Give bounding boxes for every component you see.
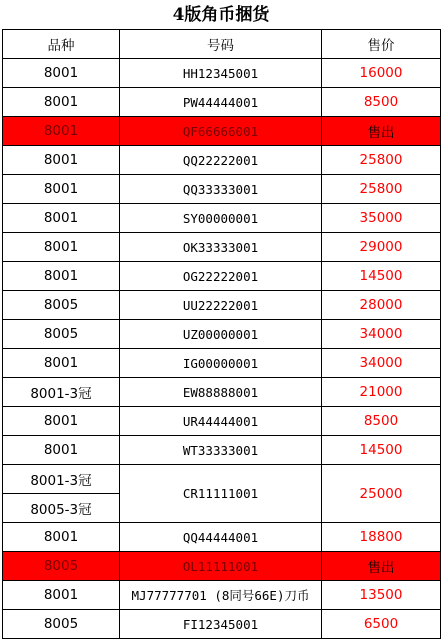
table-row [3,436,441,465]
variety-cell: 8001 [3,117,120,146]
variety-cell: 8001-3冠 [3,378,120,407]
price-cell: 6500 [322,610,441,639]
code-cell: CR11111001 [120,465,322,523]
variety-cell: 8001 [3,59,120,88]
variety-cell: 8001 [3,233,120,262]
price-cell: 34000 [322,320,441,349]
code-cell: QQ33333001 [120,175,322,204]
code-cell: UZ00000001 [120,320,322,349]
table-row [3,175,441,204]
code-cell: QQ22222001 [120,146,322,175]
code-cell: OG22222001 [120,262,322,291]
table-row [3,291,441,320]
table-row-sold [3,117,441,146]
header-row [3,30,441,59]
variety-cell: 8001 [3,523,120,552]
table-row [3,378,441,407]
price-cell: 34000 [322,349,441,378]
variety-cell: 8001 [3,436,120,465]
table-row-merged [3,465,441,494]
variety-cell: 8001 [3,204,120,233]
code-cell: EW88888001 [120,378,322,407]
price-cell: 25800 [322,175,441,204]
variety-cell: 8005-3冠 [3,494,120,523]
code-cell: FI12345001 [120,610,322,639]
price-cell: 13500 [322,581,441,610]
price-cell: 14500 [322,436,441,465]
variety-cell: 8005 [3,552,120,581]
price-cell: 14500 [322,262,441,291]
table-row [3,523,441,552]
code-cell: WT33333001 [120,436,322,465]
variety-cell: 8001 [3,88,120,117]
price-cell: 29000 [322,233,441,262]
code-cell: SY00000001 [120,204,322,233]
code-cell: HH12345001 [120,59,322,88]
price-cell: 售出 [322,552,441,581]
table-row-sold [3,552,441,581]
variety-cell: 8001 [3,262,120,291]
code-cell: PW44444001 [120,88,322,117]
price-cell: 28000 [322,291,441,320]
table-row [3,146,441,175]
variety-cell: 8005 [3,291,120,320]
variety-cell: 8001 [3,349,120,378]
code-cell: OL11111001 [120,552,322,581]
table-row [3,59,441,88]
table-row [3,233,441,262]
listing-table [2,29,441,639]
variety-cell: 8001 [3,407,120,436]
price-cell: 35000 [322,204,441,233]
header-price: 售价 [322,30,441,59]
variety-cell: 8005 [3,610,120,639]
table-row [3,320,441,349]
table-row [3,407,441,436]
variety-cell: 8001 [3,581,120,610]
price-cell: 21000 [322,378,441,407]
code-cell: QF66666001 [120,117,322,146]
variety-cell: 8005 [3,320,120,349]
table-body [3,59,441,639]
price-cell: 25800 [322,146,441,175]
variety-cell: 8001-3冠 [3,465,120,494]
header-code: 号码 [120,30,322,59]
price-cell: 8500 [322,88,441,117]
table-row [3,262,441,291]
table-row [3,204,441,233]
code-cell: UR44444001 [120,407,322,436]
price-cell: 16000 [322,59,441,88]
table-row [3,88,441,117]
code-cell: IG00000001 [120,349,322,378]
variety-cell: 8001 [3,146,120,175]
price-cell: 18800 [322,523,441,552]
table-row [3,610,441,639]
code-cell: UU22222001 [120,291,322,320]
header-variety: 品种 [3,30,120,59]
code-cell: MJ77777701 (8同号66E)刀币 [120,581,322,610]
table-row [3,581,441,610]
price-cell: 售出 [322,117,441,146]
price-cell: 8500 [322,407,441,436]
code-cell: QQ44444001 [120,523,322,552]
code-cell: OK33333001 [120,233,322,262]
variety-cell: 8001 [3,175,120,204]
table-row [3,349,441,378]
price-cell: 25000 [322,465,441,523]
page-title: 4版角币捆货 [172,5,270,25]
